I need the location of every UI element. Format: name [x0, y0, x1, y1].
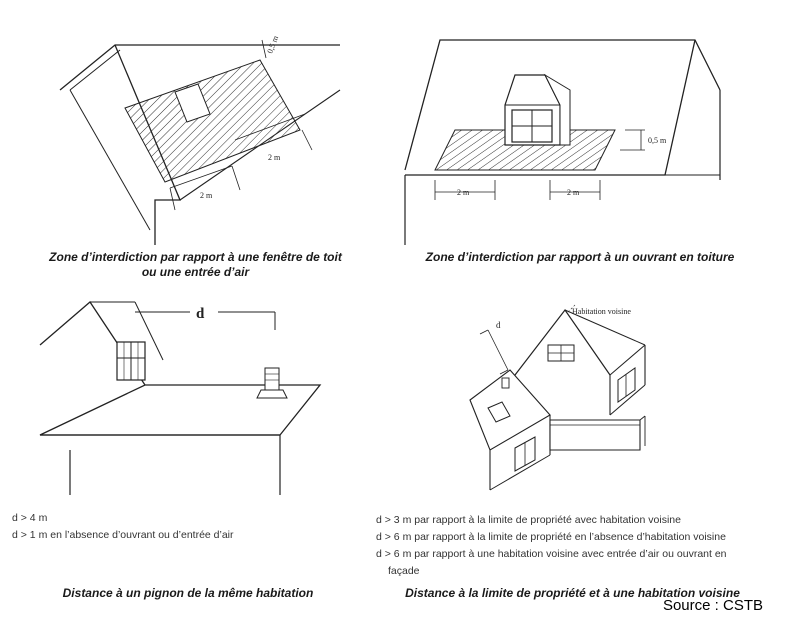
distance-d-label: d [496, 320, 501, 330]
roof-opening-zone-illustration [395, 30, 745, 245]
property-limit-illustration [440, 290, 720, 500]
property-note-1: d > 3 m par rapport à la limite de propriété avec habitation voisine [376, 514, 681, 526]
roof-opening-zone-diagram [395, 30, 745, 245]
gable-note-2: d > 1 m en l’absence d’ouvrant ou d’entrée d’air [12, 529, 234, 541]
dim-left-label: 2 m [457, 188, 470, 197]
property-limit-diagram [440, 290, 720, 500]
source-credit: Source : CSTB [662, 597, 763, 614]
caption-roof-window [18, 250, 373, 280]
caption-roof-window-line1: Zone d’interdiction par rapport à une fenêtre de toit [49, 250, 342, 264]
neighbor-label: Habitation voisine [572, 307, 631, 316]
gable-note-1: d > 4 m [12, 512, 48, 524]
dim-height-label: 0,5 m [648, 136, 667, 145]
caption-roof-window-line2: ou une entrée d’air [141, 265, 250, 279]
roof-window-zone-illustration [40, 30, 370, 245]
dim-vertical-label: 0,5 m [265, 34, 281, 55]
caption-gable-distance: Distance à un pignon de la même habitation [62, 586, 314, 600]
property-note-4: façade [388, 565, 420, 577]
distance-d-label: d [196, 306, 205, 322]
gable-distance-diagram [35, 290, 365, 495]
property-limit-notes [376, 512, 781, 580]
gable-distance-illustration [35, 290, 365, 495]
dim-right-label: 2 m [567, 188, 580, 197]
caption-roof-opening: Zone d’interdiction par rapport à un ouvrant en toiture [425, 250, 735, 264]
caption-property-limit: Distance à la limite de propriété et à une habitation voisine [405, 586, 740, 600]
dim-right-label: 2 m [268, 153, 281, 162]
dim-bottom-label: 2 m [200, 191, 213, 200]
property-note-2: d > 6 m par rapport à la limite de propriété en l’absence d’habitation voisine [376, 531, 726, 543]
gable-notes [12, 510, 352, 544]
property-note-3: d > 6 m par rapport à une habitation voisine avec entrée d’air ou ouvrant en [376, 548, 727, 560]
roof-window-zone-diagram [40, 30, 370, 245]
